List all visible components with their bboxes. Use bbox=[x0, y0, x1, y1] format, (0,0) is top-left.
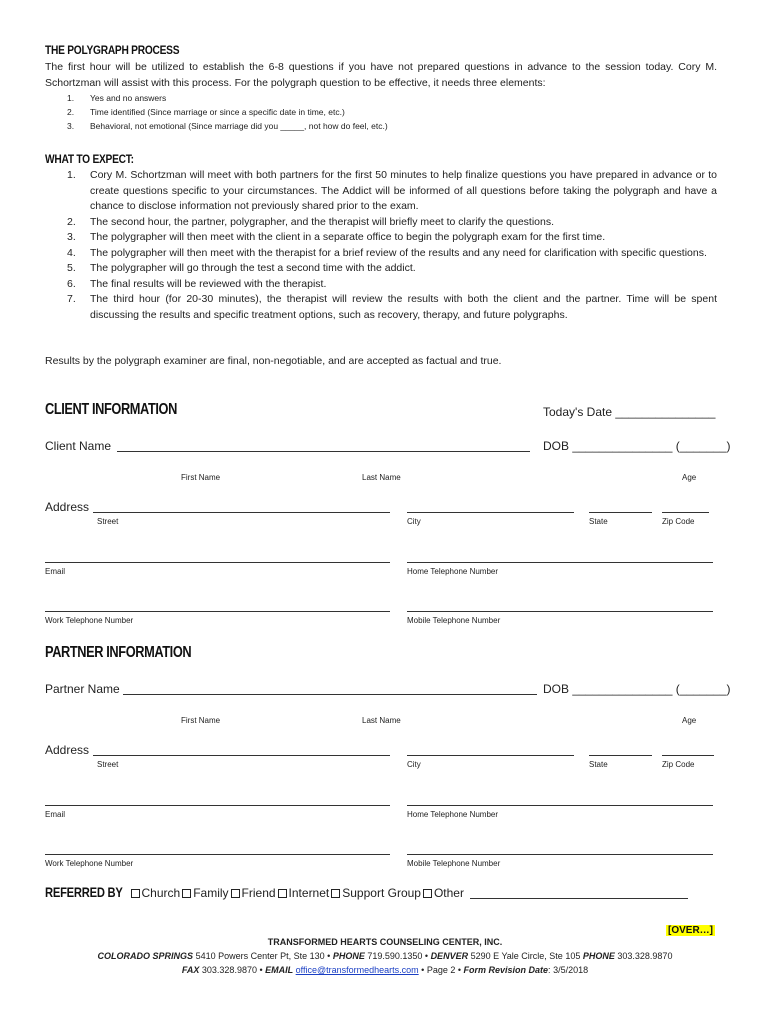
results-note: Results by the polygraph examiner are final, non-negotiable, and are accepted as factual and true. bbox=[45, 355, 502, 367]
client-name-label: Client Name bbox=[45, 439, 112, 453]
client-home-phone-caption: Home Telephone Number bbox=[407, 567, 499, 576]
expect-heading: WHAT TO EXPECT: bbox=[45, 152, 134, 166]
footer-denver-label: DENVER bbox=[430, 951, 469, 961]
referred-options bbox=[131, 886, 466, 900]
footer-cs-address: 5410 Powers Center Pt, Ste 130 bbox=[195, 951, 325, 961]
checkbox-icon[interactable] bbox=[131, 889, 140, 898]
referred-option-family[interactable] bbox=[182, 886, 228, 900]
polygraph-elements-list bbox=[45, 91, 717, 133]
footer-contact-line: FAX 303.328.9870 • EMAIL office@transformedhearts.com • Page 2 • Form Revision Date: 3/5/2018 bbox=[181, 965, 589, 975]
partner-heading: PARTNER INFORMATION bbox=[45, 644, 192, 661]
referred-option-church[interactable] bbox=[131, 886, 181, 900]
expect-item-text: The polygrapher will then meet with the client in a separate office to begin the polygraph exam for the first time. bbox=[90, 231, 606, 243]
partner-name-label: Partner Name bbox=[45, 682, 120, 696]
partner-work-phone-caption: Work Telephone Number bbox=[45, 859, 134, 868]
footer-address-line: COLORADO SPRINGS 5410 Powers Center Pt, Ste 130 • PHONE 719.590.1350 • DENVER 5290 E Yale Circle, Ste 105 PHONE 303.328.9870 bbox=[97, 951, 673, 961]
client-zip-field[interactable] bbox=[662, 512, 709, 513]
element-item-number: 3. bbox=[67, 121, 75, 131]
client-email-field[interactable] bbox=[45, 562, 390, 563]
partner-home-phone-field[interactable] bbox=[407, 805, 713, 806]
expect-item bbox=[45, 246, 717, 262]
expect-item-number: 4. bbox=[67, 246, 76, 259]
expect-item bbox=[45, 277, 717, 293]
footer-rev-date: 3/5/2018 bbox=[553, 965, 589, 975]
expect-item bbox=[45, 168, 717, 215]
expect-item-number: 3. bbox=[67, 231, 76, 243]
client-work-phone-field[interactable] bbox=[45, 611, 390, 612]
checkbox-icon[interactable] bbox=[231, 889, 240, 898]
referred-other-field[interactable] bbox=[470, 898, 688, 899]
partner-dob[interactable]: DOB _______________ (_______) bbox=[543, 682, 731, 696]
expect-item bbox=[45, 261, 717, 277]
polygraph-heading: THE POLYGRAPH PROCESS bbox=[45, 43, 180, 57]
partner-zip-caption: Zip Code bbox=[662, 760, 695, 769]
partner-city-caption: City bbox=[407, 760, 421, 769]
expect-item bbox=[45, 215, 717, 231]
referred-option-internet[interactable] bbox=[278, 886, 330, 900]
element-item-text: Yes and no answers bbox=[90, 93, 167, 103]
expect-item-number: 7. bbox=[67, 293, 76, 305]
referred-option-label: Church bbox=[141, 886, 181, 900]
expect-item-number: 1. bbox=[67, 169, 76, 181]
expect-item bbox=[45, 230, 717, 246]
client-mobile-phone-caption: Mobile Telephone Number bbox=[407, 616, 501, 625]
footer-denver-address: 5290 E Yale Circle, Ste 105 bbox=[470, 951, 581, 961]
client-last-name-caption: Last Name bbox=[362, 473, 401, 482]
partner-address-label: Address bbox=[45, 743, 90, 757]
element-item bbox=[45, 91, 717, 105]
polygraph-intro: The first hour will be utilized to establish the 6-8 questions if you have not prepared questions in advance to the session today. Cory M. Schortzman will assist with this process. For the polygraph question to be effective, it needs three elements: bbox=[45, 61, 717, 89]
expect-item-text: Cory M. Schortzman will meet with both partners for the first 50 minutes to help finalize questions you have prepared in advance or to create questions specific to your circumstances. The Addict will be informed of all questions before taking the polygraph and have a chance to disclose information not previously shared prior to the exam. bbox=[90, 169, 717, 212]
client-street-caption: Street bbox=[97, 517, 119, 526]
client-home-phone-field[interactable] bbox=[407, 562, 713, 563]
client-zip-caption: Zip Code bbox=[662, 517, 695, 526]
element-item-number: 1. bbox=[67, 93, 75, 103]
expect-item-text: The polygrapher will go through the test a second time with the addict. bbox=[90, 262, 416, 274]
partner-age-caption: Age bbox=[682, 716, 697, 725]
checkbox-icon[interactable] bbox=[331, 889, 340, 898]
partner-zip-field[interactable] bbox=[662, 755, 714, 756]
client-city-field[interactable] bbox=[407, 512, 574, 513]
referred-option-label: Friend bbox=[241, 886, 276, 900]
expect-item-text: The third hour (for 20-30 minutes), the therapist will review the results with both the client and the partner. Time will be spent discussing the results and specific treatment options, such as recovery, therapy, and future polygraphs. bbox=[90, 293, 717, 321]
referred-option-label: Internet bbox=[288, 886, 330, 900]
footer-cs-phone: 719.590.1350 bbox=[367, 951, 423, 961]
element-item bbox=[45, 105, 717, 119]
client-state-caption: State bbox=[589, 517, 608, 526]
partner-home-phone-caption: Home Telephone Number bbox=[407, 810, 499, 819]
footer-cs-label: COLORADO SPRINGS bbox=[97, 951, 194, 961]
partner-state-caption: State bbox=[589, 760, 608, 769]
client-todays-date[interactable]: Today's Date _______________ bbox=[543, 405, 716, 419]
client-mobile-phone-field[interactable] bbox=[407, 611, 713, 612]
expect-item-number: 2. bbox=[67, 215, 76, 228]
referred-option-support-group[interactable] bbox=[331, 886, 421, 900]
expect-item bbox=[45, 292, 717, 323]
partner-name-field[interactable] bbox=[123, 694, 537, 695]
footer-fax: 303.328.9870 bbox=[201, 965, 257, 975]
element-item-text: Time identified (Since marriage or since a specific date in time, etc.) bbox=[90, 107, 345, 117]
footer-phone-label-2: PHONE bbox=[582, 951, 615, 961]
client-age-caption: Age bbox=[682, 473, 697, 482]
footer-org: TRANSFORMED HEARTS COUNSELING CENTER, INC. bbox=[267, 937, 503, 947]
client-first-name-caption: First Name bbox=[181, 473, 221, 482]
partner-street-field[interactable] bbox=[93, 755, 390, 756]
referred-option-label: Support Group bbox=[342, 886, 421, 900]
partner-email-caption: Email bbox=[45, 810, 66, 819]
footer-denver-phone: 303.328.9870 bbox=[617, 951, 673, 961]
footer-phone-label-1: PHONE bbox=[332, 951, 365, 961]
expect-item-text: The second hour, the partner, polygrapher, and the therapist will briefly meet to clarify the questions. bbox=[90, 215, 555, 228]
client-street-field[interactable] bbox=[93, 512, 390, 513]
client-heading: CLIENT INFORMATION bbox=[45, 401, 177, 418]
footer-fax-label: FAX bbox=[181, 965, 200, 975]
expect-item-text: The final results will be reviewed with the therapist. bbox=[90, 277, 327, 290]
client-work-phone-caption: Work Telephone Number bbox=[45, 616, 134, 625]
client-name-field[interactable] bbox=[117, 451, 530, 452]
checkbox-icon[interactable] bbox=[182, 889, 191, 898]
element-item-text: Behavioral, not emotional (Since marriage did you _____, not how do feel, etc.) bbox=[90, 121, 388, 131]
over-label: [OVER…] bbox=[668, 925, 713, 936]
partner-mobile-phone-caption: Mobile Telephone Number bbox=[407, 859, 501, 868]
footer-rev-label: Form Revision Date bbox=[463, 965, 549, 975]
expect-item-number: 5. bbox=[67, 262, 76, 274]
client-address-label: Address bbox=[45, 500, 90, 514]
partner-city-field[interactable] bbox=[407, 755, 574, 756]
footer-page-number: Page 2 bbox=[426, 965, 456, 975]
over-note bbox=[666, 920, 715, 938]
referred-option-other[interactable] bbox=[423, 886, 464, 900]
footer-email-label: EMAIL bbox=[265, 965, 294, 975]
element-item-number: 2. bbox=[67, 107, 75, 117]
partner-street-caption: Street bbox=[97, 760, 119, 769]
referred-option-label: Family bbox=[193, 886, 229, 900]
partner-state-field[interactable] bbox=[589, 755, 652, 756]
partner-first-name-caption: First Name bbox=[181, 716, 221, 725]
referred-option-friend[interactable] bbox=[231, 886, 276, 900]
checkbox-icon[interactable] bbox=[278, 889, 287, 898]
expect-item-number: 6. bbox=[67, 277, 76, 290]
referred-by-heading: REFERRED BY bbox=[45, 884, 123, 900]
footer-email-link[interactable]: office@transformedhearts.com bbox=[295, 965, 419, 975]
partner-work-phone-field[interactable] bbox=[45, 854, 390, 855]
expect-list bbox=[45, 168, 717, 323]
expect-item-text: The polygrapher will then meet with the therapist for a brief review of the results and any need for clarification with specific questions. bbox=[90, 246, 707, 259]
partner-mobile-phone-field[interactable] bbox=[407, 854, 713, 855]
partner-last-name-caption: Last Name bbox=[362, 716, 401, 725]
referred-by-row bbox=[45, 884, 466, 902]
client-email-caption: Email bbox=[45, 567, 66, 576]
checkbox-icon[interactable] bbox=[423, 889, 432, 898]
referred-option-label: Other bbox=[433, 886, 464, 900]
partner-email-field[interactable] bbox=[45, 805, 390, 806]
client-dob[interactable]: DOB _______________ (_______) bbox=[543, 439, 731, 453]
client-state-field[interactable] bbox=[589, 512, 652, 513]
client-city-caption: City bbox=[407, 517, 421, 526]
element-item bbox=[45, 119, 717, 133]
